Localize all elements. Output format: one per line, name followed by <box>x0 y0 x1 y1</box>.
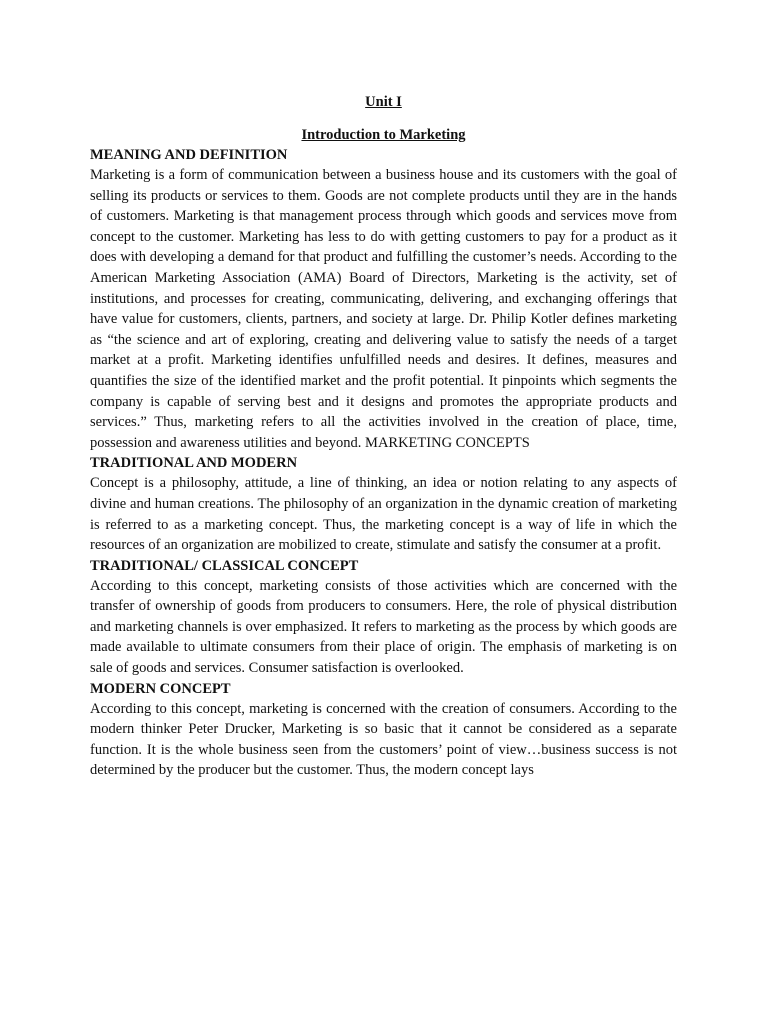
section-body-traditional-modern: Concept is a philosophy, attitude, a line of thinking, an idea or notion relating to any aspects of divine and human creations. The philosophy of an organization in the dynamic creation of marketing is referred to as a marketing concept. Thus, the marketing concept is a way of life in which the resources of an organization are mobilized to create, stimulate and satisfy the consumer at a profit. <box>90 475 677 554</box>
section-heading-classical: TRADITIONAL/ CLASSICAL CONCEPT <box>90 557 359 574</box>
section-heading-modern: MODERN CONCEPT <box>90 680 231 697</box>
document-page <box>90 90 677 781</box>
unit-label: Unit I <box>365 94 402 110</box>
section-body-meaning: Marketing is a form of communication between a business house and its customers with the goal of selling its products or services to them. Goods are not complete products until they are in the hands of customers. Marketing is that management process through which goods and services move from concept to the customer. Marketing has less to do with getting customers to pay for a product as it does with developing a demand for that product and fulfilling the customer’s needs. According to the American Marketing Association (AMA) Board of Directors, Marketing is the activity, set of institutions, and processes for creating, communicating, delivering, and exchanging offerings that have value for customers, clients, partners, and society at large. Dr. Philip Kotler defines marketing as “the science and art of exploring, creating and delivering value to satisfy the needs of a target market at a profit. Marketing identifies unfulfilled needs and desires. It defines, measures and quantifies the size of the identified market and the profit potential. It pinpoints which segments the company is capable of serving best and it designs and promotes the appropriate products and services.” Thus, marketing refers to all the activities involved in the creation of place, time, possession and awareness utilities and beyond. MARKETING CONCEPTS <box>90 167 677 451</box>
section-body-modern: According to this concept, marketing is concerned with the creation of consumers. According to the modern thinker Peter Drucker, Marketing is so basic that it cannot be considered as a separate function. It is the whole business seen from the customers’ point of view…business success is not determined by the producer but the customer. Thus, the modern concept lays <box>90 700 677 779</box>
section-heading-meaning: MEANING AND DEFINITION <box>90 147 288 163</box>
section-body-classical: According to this concept, marketing consists of those activities which are concerned with the transfer of ownership of goods from producers to consumers. Here, the role of physical distribution and marketing channels is over emphasized. It refers to marketing as the process by which goods are made available to ultimate consumers from their place of origin. The emphasis of marketing is on sale of goods and services. Consumer satisfaction is overlooked. <box>90 577 677 677</box>
section-heading-traditional-modern: TRADITIONAL AND MODERN <box>90 455 298 472</box>
document-title: Introduction to Marketing <box>301 127 466 143</box>
